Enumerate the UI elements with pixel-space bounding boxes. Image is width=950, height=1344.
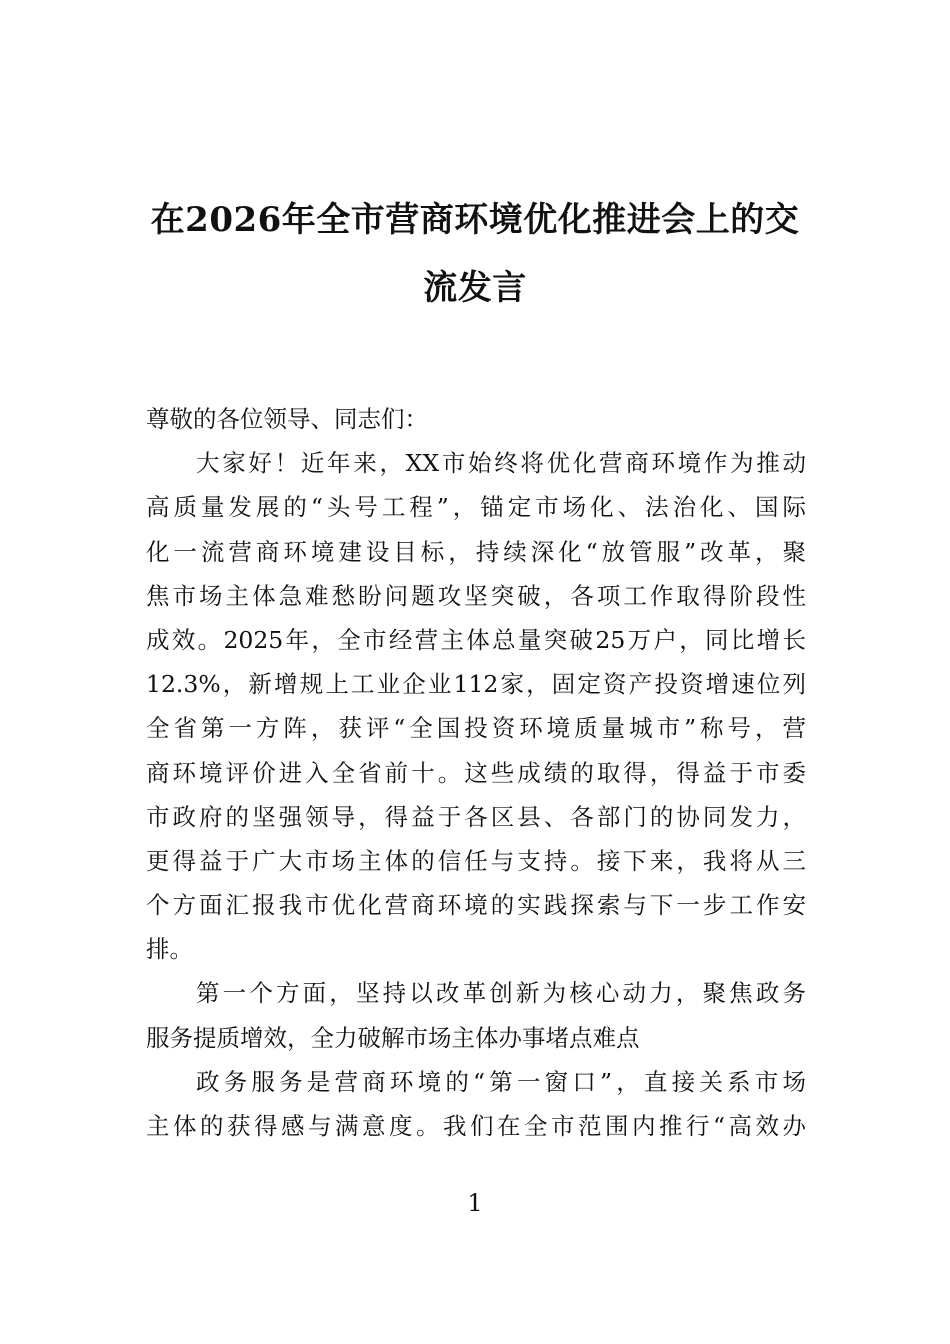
document-title-line-1: 在2026年全市营商环境优化推进会上的交	[150, 200, 800, 240]
body-text-line: 高质量发展的“头号工程”，锚定市场化、法治化、国际	[146, 493, 806, 522]
document-body	[146, 397, 806, 1148]
body-text-line: 尊敬的各位领导、同志们：	[146, 405, 428, 433]
body-text-line: 政务服务是营商环境的“第一窗口”，直接关系市场	[196, 1067, 806, 1096]
body-text-line: 排。	[146, 935, 193, 964]
body-text-line: 更得益于广大市场主体的信任与支持。接下来，我将从三	[146, 846, 806, 875]
body-text-line: 成效。2025年，全市经营主体总量突破25万户，同比增长	[146, 625, 806, 654]
body-text-line: 个方面汇报我市优化营商环境的实践探索与下一步工作安	[146, 891, 806, 920]
body-text-line: 化一流营商环境建设目标，持续深化“放管服”改革，聚	[146, 537, 806, 566]
body-text-line: 第一个方面，坚持以改革创新为核心动力，聚焦政务	[196, 979, 806, 1008]
body-text-line: 服务提质增效，全力破解市场主体办事堵点难点	[146, 1023, 640, 1052]
body-text-line: 12.3%，新增规上工业企业112家，固定资产投资增速位列	[146, 670, 806, 699]
body-text-line: 市政府的坚强领导，得益于各区县、各部门的协同发力，	[146, 802, 806, 831]
body-text-line: 全省第一方阵，获评“全国投资环境质量城市”称号，营	[146, 714, 806, 743]
body-text-line: 大家好！近年来，XX市始终将优化营商环境作为推动	[196, 449, 806, 478]
body-text-line: 主体的获得感与满意度。我们在全市范围内推行“高效办	[146, 1112, 806, 1140]
body-text-line: 焦市场主体急难愁盼问题攻坚突破，各项工作取得阶段性	[146, 581, 806, 610]
document-title-line-2: 流发言	[423, 268, 527, 308]
page-number: 1	[467, 1189, 483, 1217]
body-text-line: 商环境评价进入全省前十。这些成绩的取得，得益于市委	[146, 758, 806, 787]
